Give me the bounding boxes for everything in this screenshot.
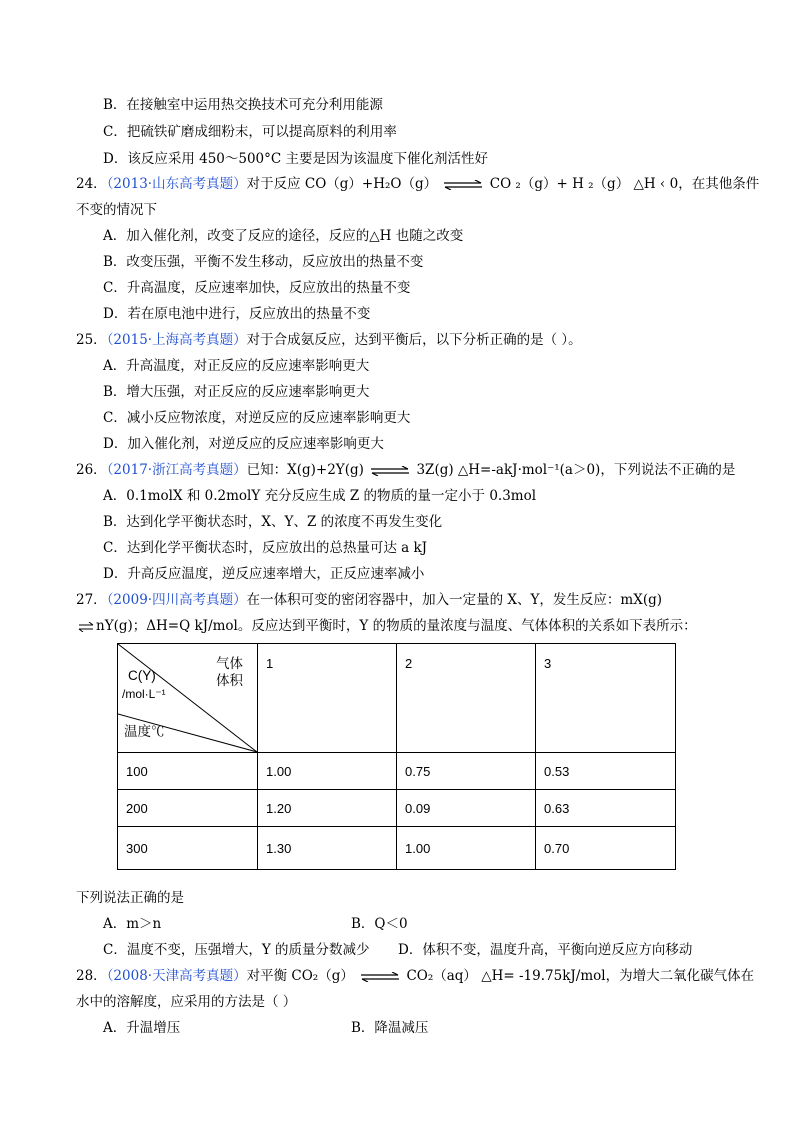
q24-stem-cont: 不变的情况下 — [76, 202, 157, 218]
q24-stem — [76, 175, 759, 193]
equilibrium-arrow-icon — [370, 466, 410, 476]
q24-option-c: C．升高温度，反应速率加快，反应放出的热量不变 — [103, 280, 411, 296]
table-cell: 1.30 — [258, 827, 397, 870]
q28-source: （2008·天津高考真题） — [106, 968, 247, 984]
col-header-1: 1 — [258, 644, 397, 753]
table-cell: 0.53 — [536, 753, 676, 790]
table-corner-cell — [118, 644, 258, 753]
equilibrium-arrow-icon — [78, 622, 94, 632]
table-row — [118, 827, 676, 870]
table-row — [118, 753, 676, 790]
q24-source: （2013·山东高考真题） — [106, 176, 247, 192]
table-cell: 0.70 — [536, 827, 676, 870]
row-temp-cell: 300 — [118, 827, 258, 870]
q27-stem-cont — [76, 617, 697, 635]
table-cell: 0.75 — [397, 753, 536, 790]
data-table — [117, 643, 676, 870]
q28-stem-a: 对平衡 CO₂（g） — [246, 968, 354, 984]
q26-source: （2017·浙江高考真题） — [106, 462, 247, 478]
q24-option-d: D．若在原电池中进行，反应放出的热量不变 — [103, 306, 371, 322]
q28-number: 28． — [76, 968, 107, 984]
q25-source: （2015·上海高考真题） — [106, 332, 247, 348]
table-row — [118, 790, 676, 827]
q26-option-d: D．升高反应温度，逆反应速率增大，正反应速率减小 — [103, 566, 425, 582]
q24-option-b: B．改变压强，平衡不发生移动，反应放出的热量不变 — [103, 254, 424, 270]
corner-unit-label: /mol·L⁻¹ — [122, 687, 166, 701]
q27-stem-b: nY(g)；ΔH=Q kJ/mol。反应达到平衡时，Y 的物质的量浓度与温度、气体体积的关系如下表所示： — [96, 618, 697, 634]
equilibrium-arrow-icon — [360, 972, 400, 982]
row-temp-cell: 200 — [118, 790, 258, 827]
q26-stem — [76, 461, 735, 479]
q26-option-b: B．达到化学平衡状态时，X、Y、Z 的浓度不再发生变化 — [103, 514, 443, 530]
corner-concentration-label: C(Y) — [128, 668, 156, 683]
q26-number: 26． — [76, 462, 107, 478]
q25-stem — [76, 331, 582, 349]
q25-option-d: D．加入催化剂，对逆反应的反应速率影响更大 — [103, 436, 384, 452]
q27-option-c: C．温度不变，压强增大，Y 的质量分数减少 — [103, 942, 370, 958]
q27-number: 27． — [76, 592, 107, 608]
q27-option-b: B．Q＜0 — [351, 916, 408, 932]
q24-option-a: A．加入催化剂，改变了反应的途径，反应的△H 也随之改变 — [103, 228, 464, 244]
q28-stem-cont: 水中的溶解度，应采用的方法是（ ） — [76, 994, 297, 1010]
q25-option-c: C．减小反应物浓度，对逆反应的反应速率影响更大 — [103, 410, 411, 426]
corner-temperature-label: 温度℃ — [124, 724, 165, 739]
q27-after-table: 下列说法正确的是 — [76, 890, 184, 906]
q27-source: （2009·四川高考真题） — [106, 592, 247, 608]
q26-option-a: A．0.1molX 和 0.2molY 充分反应生成 Z 的物质的量一定小于 0.3mol — [103, 488, 537, 504]
row-temp-cell: 100 — [118, 753, 258, 790]
q28-option-a: A．升温增压 — [103, 1020, 181, 1036]
q28-option-b: B．降温减压 — [351, 1020, 429, 1036]
q28-stem — [76, 967, 754, 985]
q26-stem-b: 3Z(g) △H=-akJ·mol⁻¹(a＞0)，下列说法不正确的是 — [416, 462, 736, 478]
table-cell: 1.00 — [397, 827, 536, 870]
table-header-row — [118, 644, 676, 753]
table-cell: 0.09 — [397, 790, 536, 827]
q26-option-c: C．达到化学平衡状态时，反应放出的总热量可达 a kJ — [103, 540, 428, 556]
table-cell: 1.00 — [258, 753, 397, 790]
q23-option-c: C．把硫铁矿磨成细粉末，可以提高原料的利用率 — [103, 124, 397, 140]
q25-option-b: B．增大压强，对正反应的反应速率影响更大 — [103, 384, 370, 400]
corner-volume-label: 气体 — [216, 656, 243, 671]
col-header-2: 2 — [397, 644, 536, 753]
q27-stem — [76, 591, 662, 609]
q24-stem-a: 对于反应 CO（g）+H₂O（g） — [246, 176, 438, 192]
q25-option-a: A．升高温度，对正反应的反应速率影响更大 — [103, 358, 370, 374]
q23-option-b: B．在接触室中运用热交换技术可充分利用能源 — [103, 97, 383, 113]
q26-stem-a: 已知：X(g)+2Y(g) — [246, 462, 364, 478]
table-cell: 0.63 — [536, 790, 676, 827]
col-header-3: 3 — [536, 644, 676, 753]
q25-stem-text: 对于合成氨反应，达到平衡后，以下分析正确的是（ ）。 — [246, 332, 582, 348]
equilibrium-arrow-icon — [443, 180, 483, 190]
table-cell: 1.20 — [258, 790, 397, 827]
q25-number: 25． — [76, 332, 107, 348]
q24-stem-b: CO ₂（g）+ H ₂（g） △H ‹ 0，在其他条件 — [489, 176, 760, 192]
q27-option-a: A．m＞n — [103, 916, 162, 932]
q28-stem-b: CO₂（aq） △H= -19.75kJ/mol，为增大二氧化碳气体在 — [406, 968, 755, 984]
q27-option-d: D．体积不变，温度升高，平衡向逆反应方向移动 — [398, 942, 693, 958]
q23-option-d: D．该反应采用 450～500°C 主要是因为该温度下催化剂活性好 — [103, 151, 489, 167]
q24-number: 24． — [76, 176, 107, 192]
q27-stem-a: 在一体积可变的密闭容器中，加入一定量的 X、Y，发生反应：mX(g) — [246, 592, 662, 608]
corner-volume-label-2: 体积 — [216, 673, 243, 688]
